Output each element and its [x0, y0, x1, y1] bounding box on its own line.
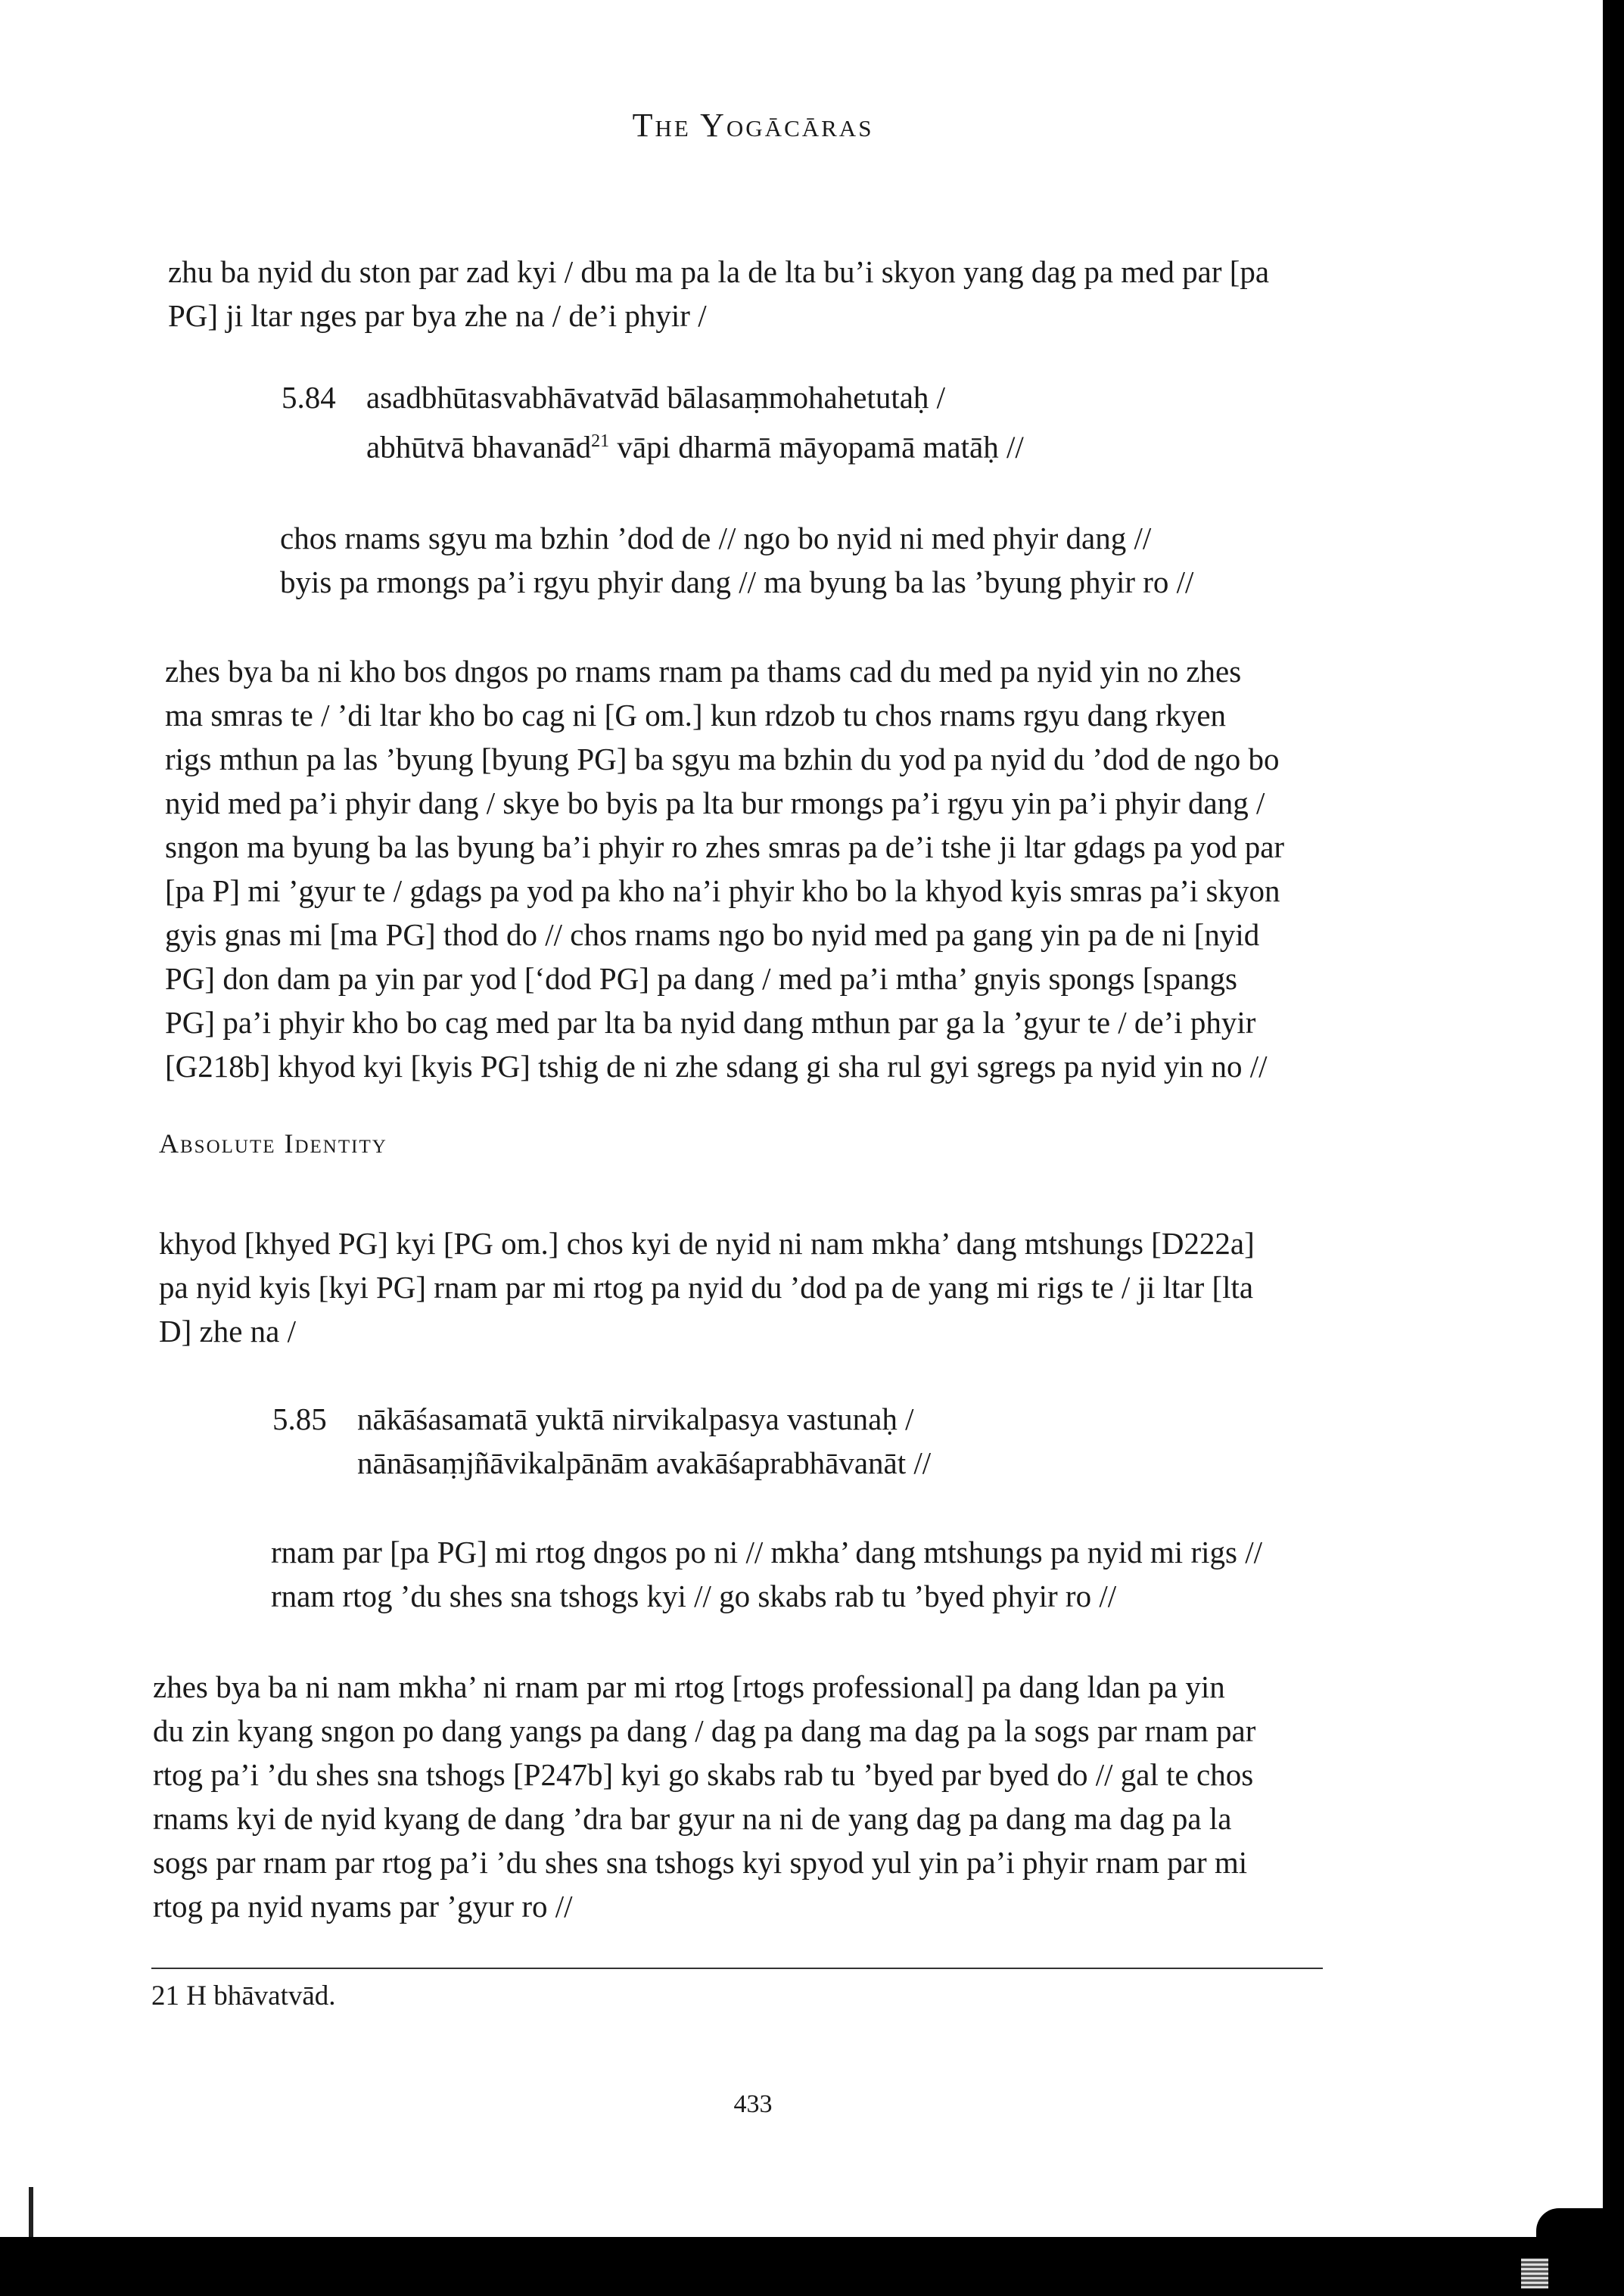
- verse-number: 5.85: [272, 1402, 327, 1436]
- text-line: PG] don dam pa yin par yod [‘dod PG] pa dang / med pa’i mtha’ gnyis spongs [spangs: [165, 961, 1237, 996]
- text-line: gyis gnas mi [ma PG] thod do // chos rnams ngo bo nyid med pa gang yin pa de ni [nyid: [165, 917, 1260, 952]
- scan-barcode-mark: [1521, 2258, 1548, 2288]
- paragraph-3-text: [159, 1221, 1339, 1353]
- verse-5-84-line-2: abhūtvā bhavanād$^{21}$ vāpi dharmā māyopamā matāḥ //: [366, 429, 1024, 465]
- paragraph-1-text: [168, 250, 1349, 338]
- paragraph-1: [168, 250, 1349, 338]
- section-heading: Absolute Identity: [159, 1128, 387, 1159]
- text-line: du zin kyang sngon po dang yangs pa dang / dag pa dang ma dag pa la sogs par rnam par: [153, 1713, 1256, 1748]
- text-line: PG] pa’i phyir kho bo cag med par lta ba nyid dang mthun par ga la ’gyur te / de’i phyir: [165, 1005, 1256, 1040]
- paragraph-3: [159, 1221, 1339, 1353]
- tibetan-5-84-line-2: byis pa rmongs pa’i rgyu phyir dang // ma byung ba las ’byung phyir ro //: [280, 565, 1194, 599]
- paragraph-2-text: [165, 649, 1346, 1088]
- text-line: pa nyid kyis [kyi PG] rnam par mi rtog pa nyid du ’dod pa de yang mi rigs te / ji ltar [lta: [159, 1270, 1254, 1305]
- verse-5-85: [272, 1397, 931, 1485]
- text-line: ma smras te / ’di ltar kho bo cag ni [G om.] kun rdzob tu chos rnams rgyu dang rkyen: [165, 698, 1227, 733]
- tibetan-5-84: [280, 516, 1193, 604]
- paragraph-4-text: [153, 1665, 1333, 1928]
- text-line: rnams kyi de nyid kyang de dang ’dra bar gyur na ni de yang dag pa dang ma dag pa la: [153, 1801, 1232, 1836]
- verse-5-84-line-1: 5.84 asadbhūtasvabhāvatvād bālasaṃmohahetutaḥ /: [282, 375, 1024, 419]
- text-line: sogs par rnam par rtog pa’i ’du shes sna tshogs kyi spyod yul yin pa’i phyir rnam par mi: [153, 1845, 1248, 1880]
- text-line: [G218b] khyod kyi [kyis PG] tshig de ni zhe sdang gi sha rul gyi sgregs pa nyid yin no //: [165, 1049, 1268, 1084]
- text-line: rigs mthun pa las ’byung [byung PG] ba sgyu ma bzhin du yod pa nyid du ’dod de ngo bo: [165, 742, 1280, 776]
- scan-edge-right: [1603, 0, 1624, 2296]
- verse-5-85-line-1: 5.85 nākāśasamatā yuktā nirvikalpasya vastunaḥ /: [272, 1397, 931, 1441]
- text-line: zhu ba nyid du ston par zad kyi / dbu ma pa la de lta bu’i skyon yang dag pa med par [pa: [168, 254, 1270, 289]
- verse-5-84: [282, 375, 1024, 469]
- footnote-ref-21[interactable]: 21: [591, 431, 610, 451]
- tibetan-5-85: [271, 1530, 1262, 1618]
- paragraph-4: [153, 1665, 1333, 1928]
- tibetan-5-85-line-1: rnam par [pa PG] mi rtog dngos po ni // mkha’ dang mtshungs pa nyid mi rigs //: [271, 1535, 1262, 1570]
- tibetan-5-85-line-2: rnam rtog ’du shes sna tshogs kyi // go skabs rab tu ’byed phyir ro //: [271, 1579, 1117, 1613]
- text-line: rtog pa’i ’du shes sna tshogs [P247b] kyi go skabs rab tu ’byed par byed do // gal te chos: [153, 1757, 1254, 1792]
- paragraph-2: [165, 649, 1346, 1088]
- footnote-21: 21 H bhāvatvād.: [151, 1980, 336, 2011]
- page-number: 433: [733, 2090, 773, 2118]
- running-head: The Yogācāras: [632, 107, 874, 144]
- footnote-rule: [151, 1968, 1323, 1969]
- scan-edge-bottom: [0, 2237, 1624, 2296]
- text-line: zhes bya ba ni kho bos dngos po rnams rnam pa thams cad du med pa nyid yin no zhes: [165, 654, 1242, 689]
- tibetan-5-84-line-1: chos rnams sgyu ma bzhin ’dod de // ngo bo nyid ni med phyir dang //: [280, 521, 1152, 555]
- text-line: rtog pa nyid nyams par ’gyur ro //: [153, 1889, 573, 1924]
- text-line: D] zhe na /: [159, 1314, 296, 1349]
- text-line: PG] ji ltar nges par bya zhe na / de’i phyir /: [168, 298, 707, 333]
- text-line: khyod [khyed PG] kyi [PG om.] chos kyi de nyid ni nam mkha’ dang mtshungs [D222a]: [159, 1226, 1255, 1261]
- scan-mark-left: [29, 2187, 33, 2237]
- text-line: [pa P] mi ’gyur te / gdags pa yod pa kho na’i phyir kho bo la khyod kyis smras pa’i skyon: [165, 873, 1280, 908]
- verse-5-85-line-2: nānāsaṃjñāvikalpānām avakāśaprabhāvanāt //: [357, 1445, 932, 1480]
- text-line: nyid med pa’i phyir dang / skye bo byis pa lta bur rmongs pa’i rgyu yin pa’i phyir dang /: [165, 786, 1265, 820]
- text-line: sngon ma byung ba las byung ba’i phyir ro zhes smras pa de’i tshe ji ltar gdags pa yod par: [165, 829, 1285, 864]
- text-line: zhes bya ba ni nam mkha’ ni rnam par mi rtog [rtogs professional] pa dang ldan pa yin: [153, 1669, 1225, 1704]
- verse-number: 5.84: [282, 380, 336, 415]
